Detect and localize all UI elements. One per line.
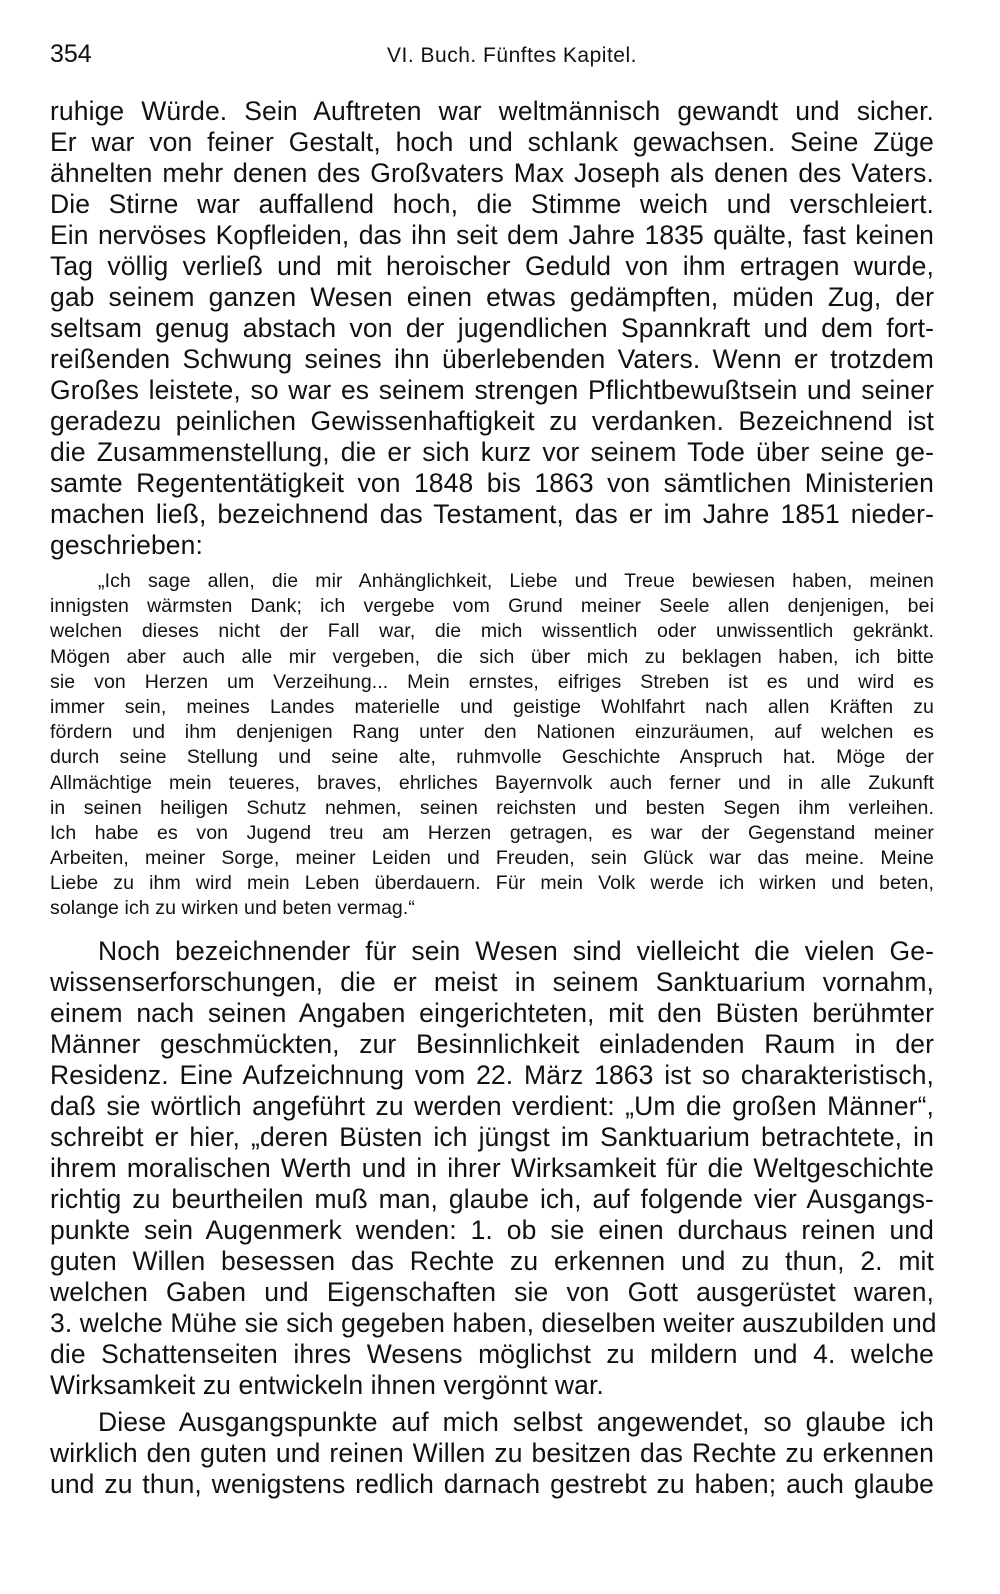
text-line: einem nach seinen Angaben eingerichteten, mit den Büsten berühmter <box>50 997 934 1028</box>
text-line: Die Stirne war auffallend hoch, die Stimme weich und verschleiert. <box>50 189 934 219</box>
quote-line: Allmächtige mein teueres, braves, ehrliches Bayernvolk auch ferner und in alle Zukunft <box>50 771 934 794</box>
quote-line: durch seine Stellung und seine alte, ruhmvolle Geschichte Anspruch hat. Möge der <box>50 746 934 769</box>
text-line: Großes leistete, so war es seinem strengen Pflichtbewußtsein und seiner <box>50 375 934 405</box>
quote-line: in seinen heiligen Schutz nehmen, seinen reichsten und besten Segen ihm verleihen. <box>50 796 934 819</box>
quote-line: „Ich sage allen, die mir Anhänglichkeit, Liebe und Treue bewiesen haben, meinen <box>98 570 934 592</box>
paragraph-2 <box>50 935 937 1401</box>
quote-line: welchen dieses nicht der Fall war, die mich wissentlich oder unwissentlich gekränkt. <box>50 620 934 643</box>
quote-line: Liebe zu ihm wird mein Leben überdauern. Für mein Volk werde ich wirken und beten, <box>50 872 934 895</box>
text-line: und zu thun, wenigstens redlich darnach gestrebt zu haben; auch glaube <box>50 1468 934 1499</box>
quote-line: solange ich zu wirken und beten vermag.“ <box>50 897 415 920</box>
text-line: geradezu peinlichen Gewissenhaftigkeit zu verdanken. Bezeichnend ist <box>50 406 934 436</box>
text-line: guten Willen besessen das Rechte zu erkennen und zu thun, 2. mit <box>50 1245 934 1276</box>
text-line: reißenden Schwung seines ihn überlebenden Vaters. Wenn er trotzdem <box>50 344 934 374</box>
quote-line: sie von Herzen um Verzeihung... Mein ernstes, eifriges Streben ist es und wird es <box>50 670 934 693</box>
text-line: Residenz. Eine Aufzeichnung vom 22. März 1863 ist so charakteristisch, <box>50 1059 934 1090</box>
text-line: Noch bezeichnender für sein Wesen sind vielleicht die vielen Ge- <box>98 935 934 966</box>
text-line: Ein nervöses Kopfleiden, das ihn seit dem Jahre 1835 quälte, fast keinen <box>50 220 934 250</box>
quote-line: innigsten wärmsten Dank; ich vergebe vom Grund meiner Seele allen denjenigen, bei <box>50 595 934 618</box>
text-line: die Schattenseiten ihres Wesens möglichst zu mildern und 4. welche <box>50 1338 934 1369</box>
testament-quote <box>50 569 934 922</box>
page-header <box>50 38 934 82</box>
text-line: welchen Gaben und Eigenschaften sie von Gott ausgerüstet waren, <box>50 1276 934 1307</box>
text-line: wirklich den guten und reinen Willen zu besitzen das Rechte zu erkennen <box>50 1437 934 1468</box>
text-line: richtig zu beurtheilen muß man, glaube ich, auf folgende vier Ausgangs- <box>50 1183 934 1214</box>
quote-line: Mögen aber auch alle mir vergeben, die sich über mich zu beklagen haben, ich bitte <box>50 645 934 668</box>
text-line: Er war von feiner Gestalt, hoch und schlank gewachsen. Seine Züge <box>50 127 934 157</box>
main-text <box>50 96 937 1500</box>
text-line: daß sie wörtlich angeführt zu werden verdient: „Um die großen Männer“, <box>50 1090 934 1121</box>
book-page <box>50 38 937 1500</box>
text-line: ihrem moralischen Werth und in ihrer Wirksamkeit für die Weltgeschichte <box>50 1152 934 1183</box>
text-line: punkte sein Augenmerk wenden: 1. ob sie einen durchaus reinen und <box>50 1214 934 1245</box>
quote-line: Arbeiten, meiner Sorge, meiner Leiden und Freuden, sein Glück war das meine. Meine <box>50 847 934 870</box>
text-line: samte Regententätigkeit von 1848 bis 1863 von sämtlichen Ministerien <box>50 468 934 498</box>
quote-line: Ich habe es von Jugend treu am Herzen getragen, es war der Gegenstand meiner <box>50 821 934 844</box>
quote-line: fördern und ihm denjenigen Rang unter den Nationen einzuräumen, auf welchen es <box>50 721 934 744</box>
quote-line: immer sein, meines Landes materielle und geistige Wohlfahrt nach allen Kräften zu <box>50 695 934 718</box>
text-line: Wirksamkeit zu entwickeln ihnen vergönnt war. <box>50 1369 604 1400</box>
text-line: Tag völlig verließ und mit heroischer Geduld von ihm ertragen wurde, <box>50 251 934 281</box>
text-line: ähnelten mehr denen des Großvaters Max Joseph als denen des Vaters. <box>50 158 934 188</box>
text-line: gab seinem ganzen Wesen einen etwas gedämpften, müden Zug, der <box>50 282 934 312</box>
text-line: Männer geschmückten, zur Besinnlichkeit einladenden Raum in der <box>50 1028 934 1059</box>
text-line: ruhige Würde. Sein Auftreten war weltmännisch gewandt und sicher. <box>50 96 934 126</box>
text-line: Diese Ausgangspunkte auf mich selbst angewendet, so glaube ich <box>98 1406 934 1437</box>
text-line: schreibt er hier, „deren Büsten ich jüngst im Sanktuarium betrachtete, in <box>50 1121 934 1152</box>
running-head: VI. Buch. Fünftes Kapitel. <box>387 44 637 67</box>
text-line: seltsam genug abstach von der jugendlichen Spannkraft und dem fort- <box>50 313 934 343</box>
text-line: machen ließ, bezeichnend das Testament, das er im Jahre 1851 nieder- <box>50 499 934 529</box>
page-number: 354 <box>50 40 92 68</box>
paragraph-3 <box>50 1407 934 1500</box>
text-line: wissenserforschungen, die er meist in seinem Sanktuarium vornahm, <box>50 966 934 997</box>
text-line: geschrieben: <box>50 530 203 560</box>
text-line: 3. welche Mühe sie sich gegeben haben, dieselben weiter auszubilden und <box>50 1307 937 1338</box>
paragraph-1 <box>50 96 934 561</box>
text-line: die Zusammenstellung, die er sich kurz vor seinem Tode über seine ge- <box>50 437 934 467</box>
